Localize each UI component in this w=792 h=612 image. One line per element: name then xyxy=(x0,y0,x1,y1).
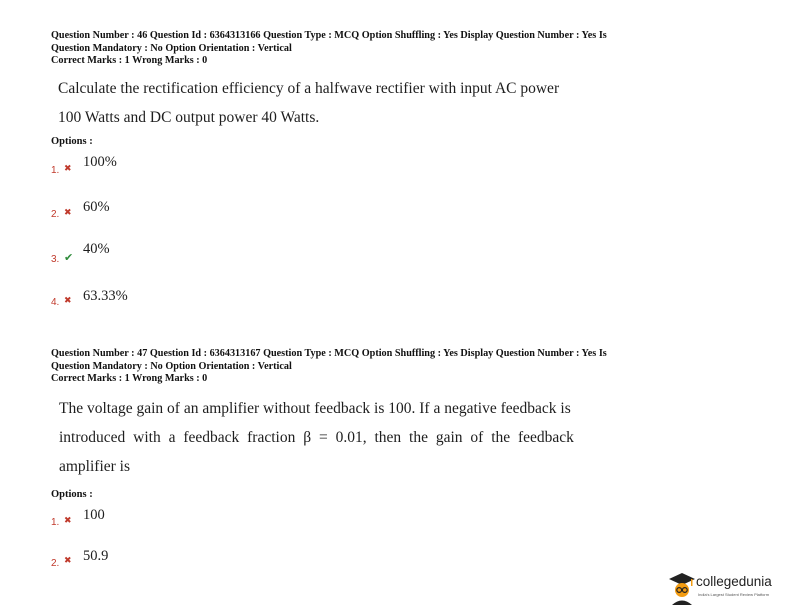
option-number: 1. xyxy=(51,165,60,176)
cross-mark-icon: ✖ xyxy=(64,296,72,306)
option-value: 100 xyxy=(83,507,105,523)
q46-options-label: Options : xyxy=(51,136,93,147)
option-number: 3. xyxy=(51,254,60,265)
q46-text-line1: Calculate the rectification efficiency of a halfwave rectifier with input AC power xyxy=(58,80,560,97)
option-number: 1. xyxy=(51,517,60,528)
q46-meta-line2: Question Mandatory : No Option Orientation : Vertical xyxy=(51,42,292,54)
cross-mark-icon: ✖ xyxy=(64,208,72,218)
option-number: 4. xyxy=(51,297,60,308)
logo-tagline: India's Largest Student Review Platform xyxy=(698,592,770,597)
option-value: 63.33% xyxy=(83,288,128,304)
option-value: 100% xyxy=(83,154,117,170)
q46-text-line2: 100 Watts and DC output power 40 Watts. xyxy=(58,109,320,126)
check-mark-icon: ✔ xyxy=(64,251,74,264)
option-value: 50.9 xyxy=(83,548,109,564)
collegedunia-logo xyxy=(668,571,786,607)
q46-meta xyxy=(51,30,741,68)
option-number: 2. xyxy=(51,558,60,569)
q46-marks: Correct Marks : 1 Wrong Marks : 0 xyxy=(51,55,208,66)
cross-mark-icon: ✖ xyxy=(64,516,72,526)
cross-mark-icon: ✖ xyxy=(64,164,72,174)
q47-marks: Correct Marks : 1 Wrong Marks : 0 xyxy=(51,373,208,384)
q47-text-line2: introduced with a feedback fraction β = 0.01, then the gain of the feedback xyxy=(59,429,574,446)
logo-wordmark: collegedunia xyxy=(696,574,772,589)
graduate-avatar-icon xyxy=(668,571,696,605)
option-value: 60% xyxy=(83,199,110,215)
q47-meta-line1: Question Number : 47 Question Id : 6364313167 Question Type : MCQ Option Shuffling : Yes Display Question Number : Yes Is xyxy=(51,348,607,359)
q47-text-line3: amplifier is xyxy=(59,458,131,475)
option-number: 2. xyxy=(51,209,60,220)
q47-options-label: Options : xyxy=(51,489,93,500)
cross-mark-icon: ✖ xyxy=(64,556,72,566)
q47-text-line1: The voltage gain of an amplifier without feedback is 100. If a negative feedback is xyxy=(59,400,571,417)
q46-meta-line1: Question Number : 46 Question Id : 6364313166 Question Type : MCQ Option Shuffling : Yes Display Question Number : Yes Is xyxy=(51,30,607,41)
option-value: 40% xyxy=(83,241,110,257)
q47-meta-line2: Question Mandatory : No Option Orientation : Vertical xyxy=(51,360,292,372)
q47-meta xyxy=(51,348,741,386)
